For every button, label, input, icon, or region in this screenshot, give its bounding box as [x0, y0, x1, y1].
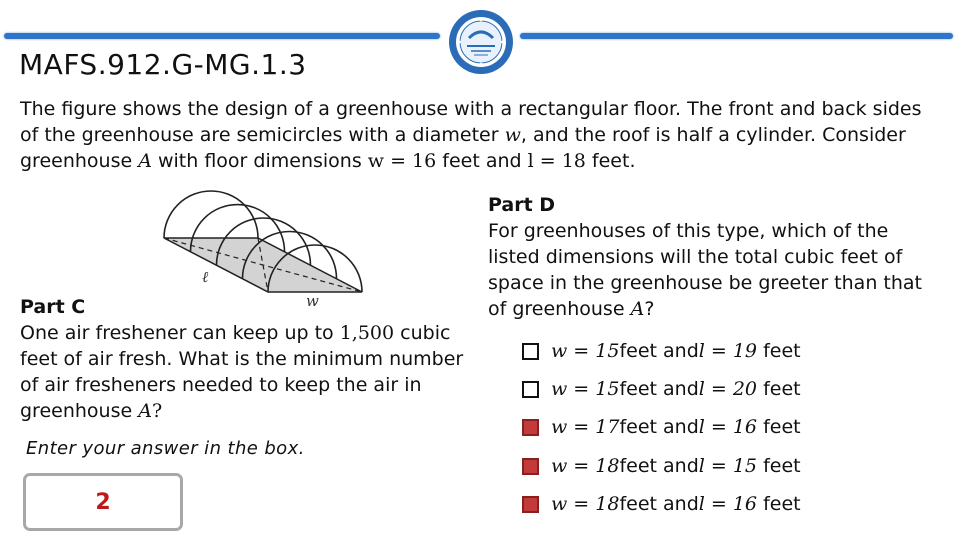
option-2-unit: feet: [763, 378, 801, 400]
option-1-width: w = 15: [551, 340, 620, 362]
option-2-length: l = 20: [698, 378, 758, 400]
option-2[interactable]: [522, 378, 801, 400]
option-5-width: w = 18: [551, 493, 620, 515]
figure-label-width: w: [306, 292, 319, 310]
option-3[interactable]: [522, 416, 801, 438]
school-logo-icon: [447, 8, 515, 76]
option-5-length: l = 16: [698, 493, 758, 515]
option-3-unit: feet: [763, 416, 801, 438]
option-4-checkbox[interactable]: [522, 458, 539, 475]
intro-text-1: The figure shows the design of a greenhouse with a rectangular floor. The front and back sides of the greenhouse are semicircles with a diameter: [20, 98, 922, 146]
intro-eq-width: w = 16: [367, 150, 437, 172]
intro-text-3: with floor dimensions: [151, 150, 368, 172]
part-d-a: A: [630, 298, 645, 320]
part-d-question: [488, 218, 938, 322]
part-c-text-2: cubic feet of air fresh. What is the minimum number of air fresheners needed to keep the air in greenhouse: [20, 322, 464, 422]
option-3-checkbox[interactable]: [522, 419, 539, 436]
intro-eq-length: l = 18: [527, 150, 586, 172]
answer-input[interactable]: 2: [23, 473, 183, 531]
intro-w: w: [504, 124, 521, 146]
page-title: MAFS.912.G-MG.1.3: [19, 48, 307, 81]
greenhouse-back-arch: [164, 191, 258, 238]
option-1-checkbox[interactable]: [522, 343, 539, 360]
option-1-unit: feet: [763, 340, 801, 362]
option-4-width: w = 18: [551, 455, 620, 477]
option-2-and: feet and: [619, 378, 699, 400]
option-5[interactable]: [522, 493, 801, 515]
option-3-length: l = 16: [698, 416, 758, 438]
header-rule-right: [520, 33, 953, 39]
answer-instruction: Enter your answer in the box.: [26, 438, 305, 459]
intro-text-4: feet and: [436, 150, 528, 172]
option-1[interactable]: [522, 340, 801, 362]
option-4-unit: feet: [763, 455, 801, 477]
option-4-length: l = 15: [698, 455, 758, 477]
option-3-width: w = 17: [551, 416, 620, 438]
part-c-a: A: [138, 400, 152, 422]
part-d: [488, 192, 938, 322]
part-c-question: [20, 320, 480, 424]
problem-intro: [20, 96, 935, 174]
option-4[interactable]: [522, 455, 801, 477]
option-4-and: feet and: [619, 455, 699, 477]
option-5-unit: feet: [763, 493, 801, 515]
option-1-and: feet and: [619, 340, 699, 362]
intro-text-2: , and the roof is half a cylinder. Consider greenhouse: [20, 124, 906, 172]
option-2-width: w = 15: [551, 378, 620, 400]
greenhouse-figure: [150, 180, 390, 310]
option-2-checkbox[interactable]: [522, 381, 539, 398]
part-c: [20, 294, 480, 424]
part-c-title: Part C: [20, 296, 86, 318]
intro-text-5: feet.: [585, 150, 636, 172]
part-c-number: 1,500: [339, 322, 395, 344]
part-c-text-1: One air freshener can keep up to: [20, 322, 340, 344]
part-d-text: For greenhouses of this type, which of the listed dimensions will the total cubic feet of space in the greenhouse be greeter than that of greenhouse: [488, 220, 922, 320]
intro-a: A: [138, 150, 152, 172]
header-rule-left: [4, 33, 440, 39]
figure-label-length: ℓ: [202, 268, 209, 286]
part-d-qmark: ?: [644, 298, 655, 320]
option-5-and: feet and: [619, 493, 699, 515]
option-1-length: l = 19: [698, 340, 758, 362]
part-d-title: Part D: [488, 194, 556, 216]
option-3-and: feet and: [619, 416, 699, 438]
option-5-checkbox[interactable]: [522, 496, 539, 513]
part-c-qmark: ?: [151, 400, 163, 422]
